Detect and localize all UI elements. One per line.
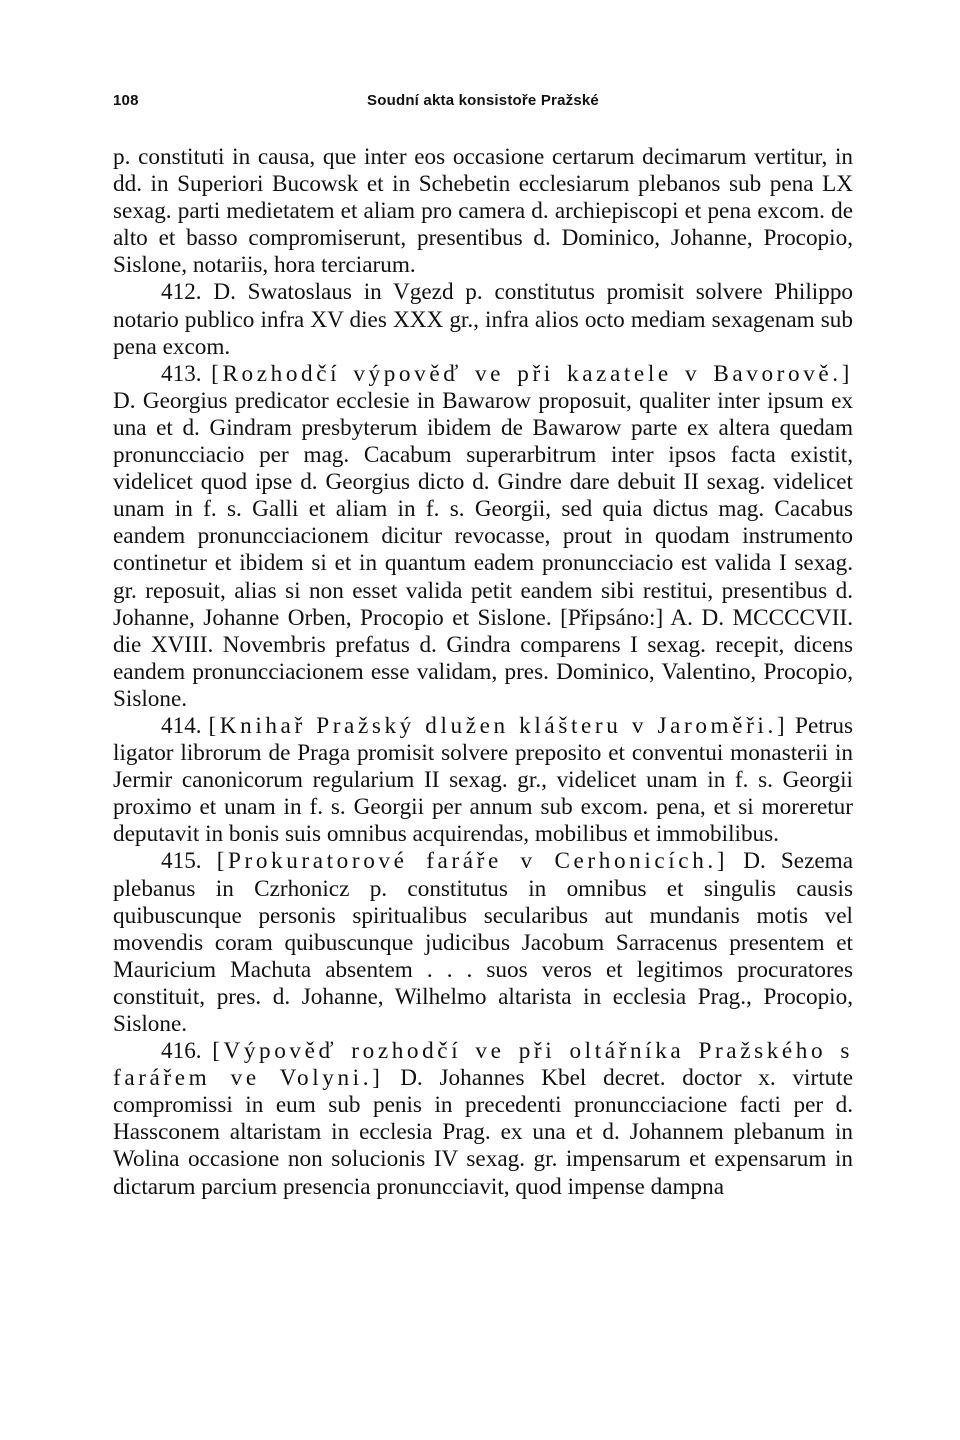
continuation-paragraph <box>113 144 853 279</box>
entry-text: Petrus ligator librorum de Praga promisit solvere preposito et conventui monasterii in Jermir canonicorum regularium II sexag. gr., videlicet unam in f. s. Georgii proximo et unam in f. s. Georgii per annum sub excom. pena, et si moreretur deputavit in bonis suis omnibus acquirendas, mobilibus et immobilibus. <box>113 712 854 848</box>
entry-text: D. Johannes Kbel decret. doctor x. virtute compromissi in eum sub penis in precedenti pronuncciacione facti per d. Hassconem altaristam in ecclesia Prag. ex una et d. Johannem plebanum in Wolina occasione non solucionis IV sexag. gr. impensarum et expensarum in dictarum parcium presencia pronuncciavit, quod impense dampna <box>113 1065 853 1200</box>
entry-413 <box>113 361 853 713</box>
entry-text: D. Swatoslaus in Vgezd p. constitutus promisit solvere Philippo notario publico infra XV dies XXX gr., infra alios octo mediam sexagenam sub pena excom. <box>113 279 854 360</box>
entry-text: D. Georgius predicator ecclesie in Bawarow proposuit, qualiter inter ipsum ex una et d. Gindram presbyterum ibidem de Bawarow parte ex altera quedam pronuncciacio per mag. Cacabum superarbitrum inter ipsos facta existit, videlicet quod ipse d. Georgius dicto d. Gindre dare debuit II sexag. videlicet unam in f. s. Galli et aliam in f. s. Georgii, sed quia dictus mag. Cacabus eandem pronuncciacionem dicitur revocasse, prout in quodam instrumento continetur et ibidem si et in quantum eadem pronuncciacio est valida I sexag. gr. reposuit, alias si non esset valida petit eandem sibi restitui, presentibus d. Johanne, Johanne Orben, Procopio et Sislone. [Připsáno:] A. D. MCCCCVII. die XVIII. Novembris prefatus d. Gindra comparens I sexag. recepit, dicens eandem pronuncciacionem esse validam, pres. Dominico, Valentino, Procopio, Sislone. <box>113 387 853 712</box>
entry-number: 414. <box>161 712 202 739</box>
entry-415 <box>113 848 853 1038</box>
paragraph-text: p. constituti in causa, que inter eos occasione certarum decimarum vertitur, in dd. in Superiori Bucowsk et in Schebetin ecclesiarum plebanos sub pena LX sexag. parti medietatem et aliam pro camera d. archiepiscopi et pena excom. de alto et basso compromiserunt, presentibus d. Dominico, Johanne, Procopio, Sislone, notariis, hora terciarum. <box>113 144 853 279</box>
book-page <box>113 92 853 1201</box>
entry-heading: [Rozhodčí výpověď ve při kazatele v Bavorově.] <box>211 360 853 387</box>
entry-heading: [Knihař Pražský dlužen klášteru v Jaroměři.] <box>208 712 789 739</box>
body-text <box>113 144 853 1201</box>
entry-heading: [Výpověď rozhodčí ve při oltářníka Pražského s farářem ve Volyni.] <box>113 1038 853 1092</box>
entry-number: 413. <box>161 360 202 387</box>
entry-number: 415. <box>161 848 202 875</box>
running-head <box>113 92 853 116</box>
page-number: 108 <box>113 92 139 109</box>
running-title: Soudní akta konsistoře Pražské <box>367 92 599 109</box>
entry-416 <box>113 1038 853 1201</box>
entry-heading: [Prokuratorové faráře v Cerhonicích.] <box>216 848 729 875</box>
entry-number: 416. <box>161 1038 202 1065</box>
entry-text: D. Sezema plebanus in Czrhonicz p. constitutus in omnibus et singulis causis quibuscunque personis spiritualibus secularibus aut mundanis motis vel movendis coram quibuscunque judicibus Jacobum Sarracenus presentem et Mauricium Machuta absentem . . . suos veros et legitimos procuratores constituit, pres. d. Johanne, Wilhelmo altarista in ecclesia Prag., Procopio, Sislone. <box>113 848 853 1037</box>
entry-number: 412. <box>161 279 202 306</box>
entry-412 <box>113 279 853 360</box>
entry-414 <box>113 713 853 848</box>
